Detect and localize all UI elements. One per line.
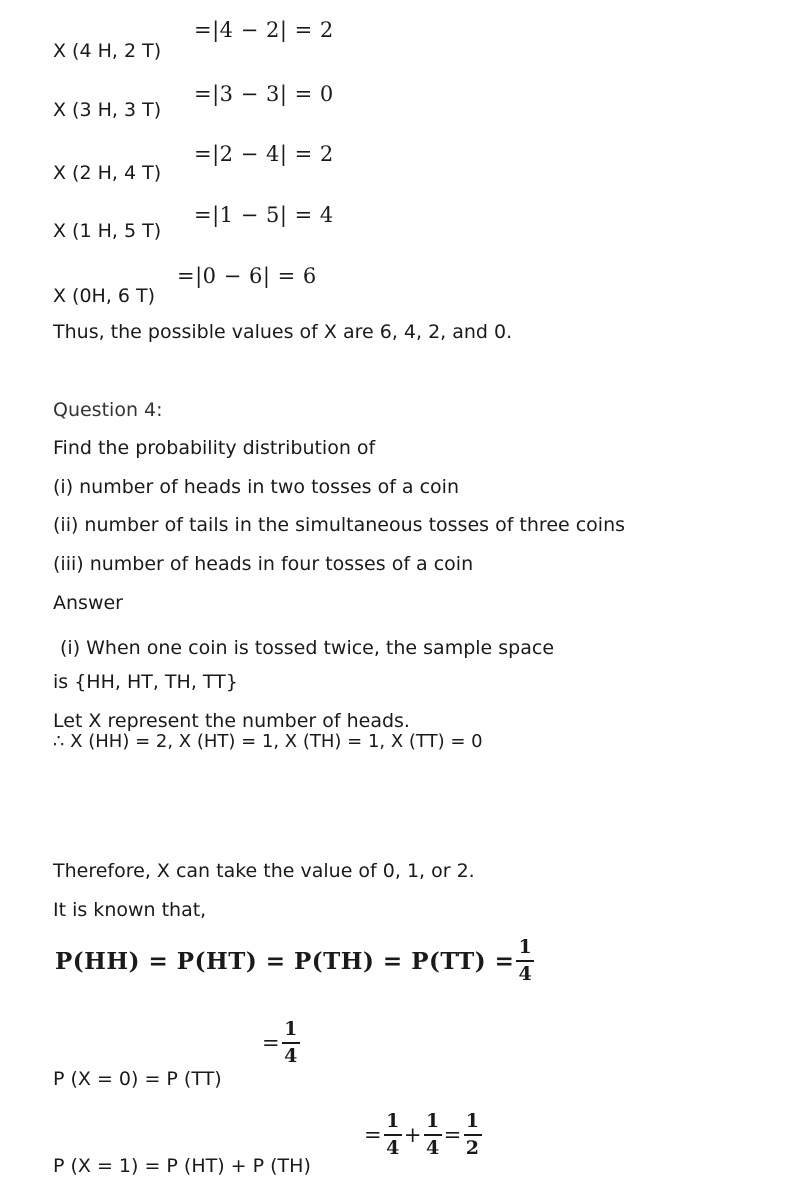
answer-label: Answer: [53, 592, 123, 614]
question-part: (iii) number of heads in four tosses of a coin: [53, 553, 474, 575]
p0-lhs: P (X = 0) = P (TT): [53, 1068, 222, 1090]
question-title: Question 4:: [53, 399, 163, 421]
question-part: (i) number of heads in two tosses of a coin: [53, 476, 460, 498]
question-part: (ii) number of tails in the simultaneous tosses of three coins: [53, 514, 626, 536]
question-prompt: Find the probability distribution of: [53, 437, 376, 459]
p0-rhs: = $\frac{1}{4}$: [262, 1018, 298, 1067]
therefore-line: Therefore, X can take the value of 0, 1, or 2.: [53, 860, 475, 882]
fraction: $\frac{1}{2}$: [465, 1110, 480, 1159]
sample-space-line: (i) When one coin is tossed twice, the sample space: [60, 637, 555, 659]
x-row-label: X (3 H, 3 T): [53, 99, 162, 121]
fraction: $\frac{1}{4}$: [284, 1018, 298, 1067]
conclusion-text: Thus, the possible values of X are 6, 4, 2, and 0.: [53, 321, 513, 343]
fraction: $\frac{1}{4}$: [386, 1110, 400, 1159]
sample-space-line: is {HH, HT, TH, TT}: [53, 671, 238, 693]
x-row-expr: =|2 − 4| = 2: [194, 142, 334, 166]
x-row-expr: =|4 − 2| = 2: [194, 18, 334, 42]
x-row-label: X (0H, 6 T): [53, 285, 156, 307]
x-row-expr: =|3 − 3| = 0: [194, 82, 334, 106]
x-row-expr: =|1 − 5| = 4: [194, 203, 334, 227]
x-row-label: X (1 H, 5 T): [53, 220, 162, 242]
p1-lhs: P (X = 1) = P (HT) + P (TH): [53, 1155, 311, 1177]
fraction: $\frac{1}{4}$: [425, 1110, 440, 1159]
x-row-label: X (4 H, 2 T): [53, 40, 162, 62]
x-values-line: ∴ X (HH) = 2, X (HT) = 1, X (TH) = 1, X (TT) = 0: [53, 731, 483, 752]
x-row-expr: =|0 − 6| = 6: [177, 264, 317, 288]
fraction: $\frac{1}{4}$: [518, 936, 533, 985]
p1-rhs: = $\frac{1}{4}$ + $\frac{1}{4}$ = $\frac{1}{2}$: [364, 1110, 480, 1159]
known-line: It is known that,: [53, 899, 207, 921]
let-x-line: Let X represent the number of heads.: [53, 710, 410, 732]
equation-lhs: P(HH) = P(HT) = P(TH) = P(TT) =: [55, 947, 515, 975]
equal-probability-equation: [55, 938, 536, 984]
x-row-label: X (2 H, 4 T): [53, 162, 162, 184]
